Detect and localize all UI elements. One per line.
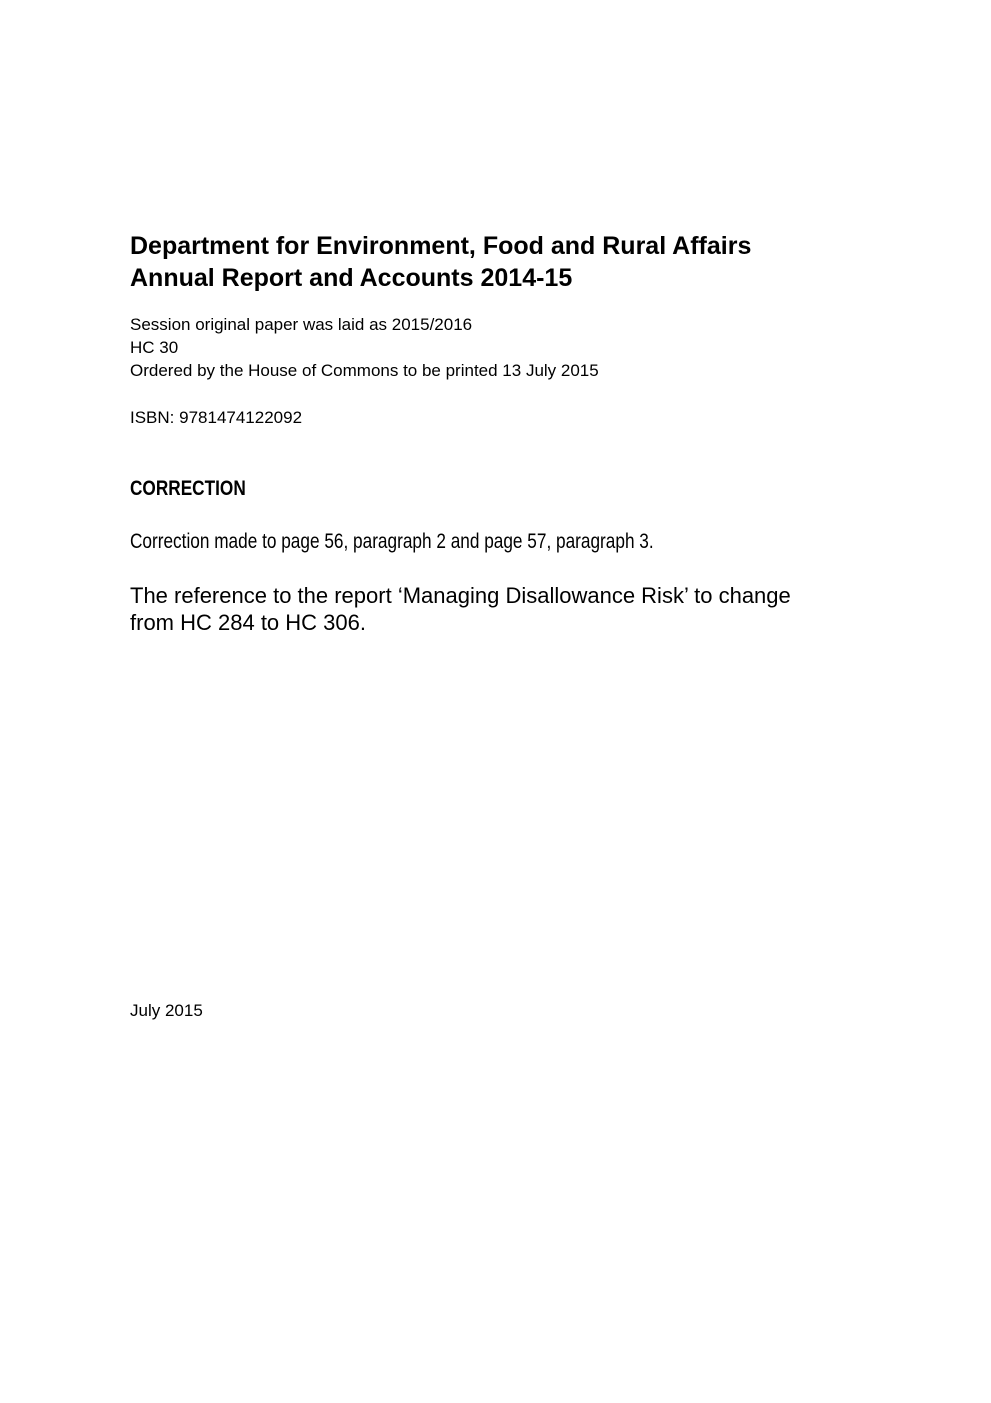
publication-details: [130, 313, 890, 382]
ordered-line: Ordered by the House of Commons to be printed 13 July 2015: [130, 361, 599, 380]
hc-number: HC 30: [130, 338, 179, 357]
correction-reference: [130, 582, 870, 636]
document-title: [130, 230, 890, 294]
isbn: ISBN: 9781474122092: [130, 408, 303, 427]
correction-heading: CORRECTION: [130, 477, 246, 500]
reference-line: from HC 284 to HC 306.: [130, 610, 366, 635]
correction-note: Correction made to page 56, paragraph 2 and page 57, paragraph 3.: [130, 530, 654, 553]
session-line: Session original paper was laid as 2015/2016: [130, 315, 473, 334]
title-line-report: Annual Report and Accounts 2014-15: [130, 264, 573, 292]
reference-line: The reference to the report ‘Managing Disallowance Risk’ to change: [130, 583, 791, 608]
publication-date: July 2015: [130, 1001, 203, 1020]
title-line-department: Department for Environment, Food and Rural Affairs: [130, 232, 752, 260]
